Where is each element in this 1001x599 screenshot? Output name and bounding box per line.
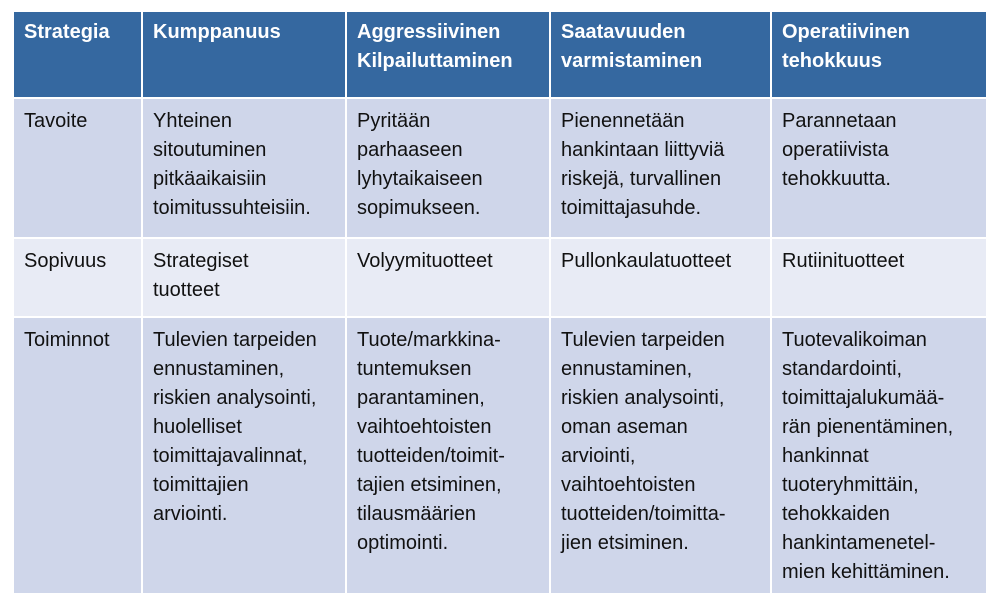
table-cell bbox=[346, 238, 550, 317]
header-label: Operatiivinen tehokkuus bbox=[782, 21, 910, 72]
cell-text: Volyymituotteet bbox=[357, 250, 493, 272]
cell-text: Yhteinen sitoutuminen pitkäaikaisiin toimitussuhteisiin. bbox=[153, 110, 311, 219]
cell-text: Parannetaan operatiivista tehokkuutta. bbox=[782, 110, 897, 190]
table-cell bbox=[550, 317, 771, 594]
table-cell bbox=[142, 317, 346, 594]
cell-text: Pyritään parhaaseen lyhytaikaiseen sopimukseen. bbox=[357, 110, 483, 219]
row-label-cell bbox=[13, 98, 142, 238]
table-cell bbox=[771, 238, 987, 317]
table-row-sopivuus bbox=[13, 238, 987, 317]
header-cell-strategia bbox=[13, 11, 142, 98]
table-cell bbox=[771, 98, 987, 238]
table-row-toiminnot bbox=[13, 317, 987, 594]
row-label: Sopivuus bbox=[24, 250, 107, 272]
table-cell bbox=[771, 317, 987, 594]
table-cell bbox=[142, 98, 346, 238]
header-label: Strategia bbox=[24, 21, 110, 43]
cell-text: Strategiset tuotteet bbox=[153, 250, 249, 301]
header-cell-kumppanuus bbox=[142, 11, 346, 98]
table-cell bbox=[346, 317, 550, 594]
cell-text: Pienennetään hankintaan liittyviä riskejä, turvallinen toimittajasuhde. bbox=[561, 110, 725, 219]
strategy-table bbox=[12, 10, 988, 595]
header-cell-aggressiivinen bbox=[346, 11, 550, 98]
table-cell bbox=[142, 238, 346, 317]
cell-text: Tulevien tarpeiden ennustaminen, riskien analysointi, huolelliset toimittajavalinnat, toimittajien arviointi. bbox=[153, 329, 317, 525]
header-label: Aggressiivinen Kilpailuttaminen bbox=[357, 21, 513, 72]
header-label: Saatavuuden varmistaminen bbox=[561, 21, 703, 72]
table-cell bbox=[550, 238, 771, 317]
header-cell-saatavuuden bbox=[550, 11, 771, 98]
table-row-tavoite bbox=[13, 98, 987, 238]
cell-text: Pullonkaulatuotteet bbox=[561, 250, 732, 272]
cell-text: Tuotevalikoiman standardointi, toimittajalukumää- rän pienentäminen, hankinnat tuoteryhmittäin, tehokkaiden hankintamenetel- mien kehittäminen. bbox=[782, 329, 954, 583]
header-label: Kumppanuus bbox=[153, 21, 281, 43]
row-label: Toiminnot bbox=[24, 329, 110, 351]
table-cell bbox=[346, 98, 550, 238]
header-row bbox=[13, 11, 987, 98]
cell-text: Tuote/markkina- tuntemuksen parantaminen, vaihtoehtoisten tuotteiden/toimit- tajien etsiminen, tilausmäärien optimointi. bbox=[357, 329, 505, 554]
table-cell bbox=[550, 98, 771, 238]
row-label: Tavoite bbox=[24, 110, 88, 132]
header-cell-operatiivinen bbox=[771, 11, 987, 98]
row-label-cell bbox=[13, 238, 142, 317]
cell-text: Rutiinituotteet bbox=[782, 250, 905, 272]
cell-text: Tulevien tarpeiden ennustaminen, riskien analysointi, oman aseman arviointi, vaihtoehtoisten tuotteiden/toimitta- jien etsiminen. bbox=[561, 329, 726, 554]
row-label-cell bbox=[13, 317, 142, 594]
